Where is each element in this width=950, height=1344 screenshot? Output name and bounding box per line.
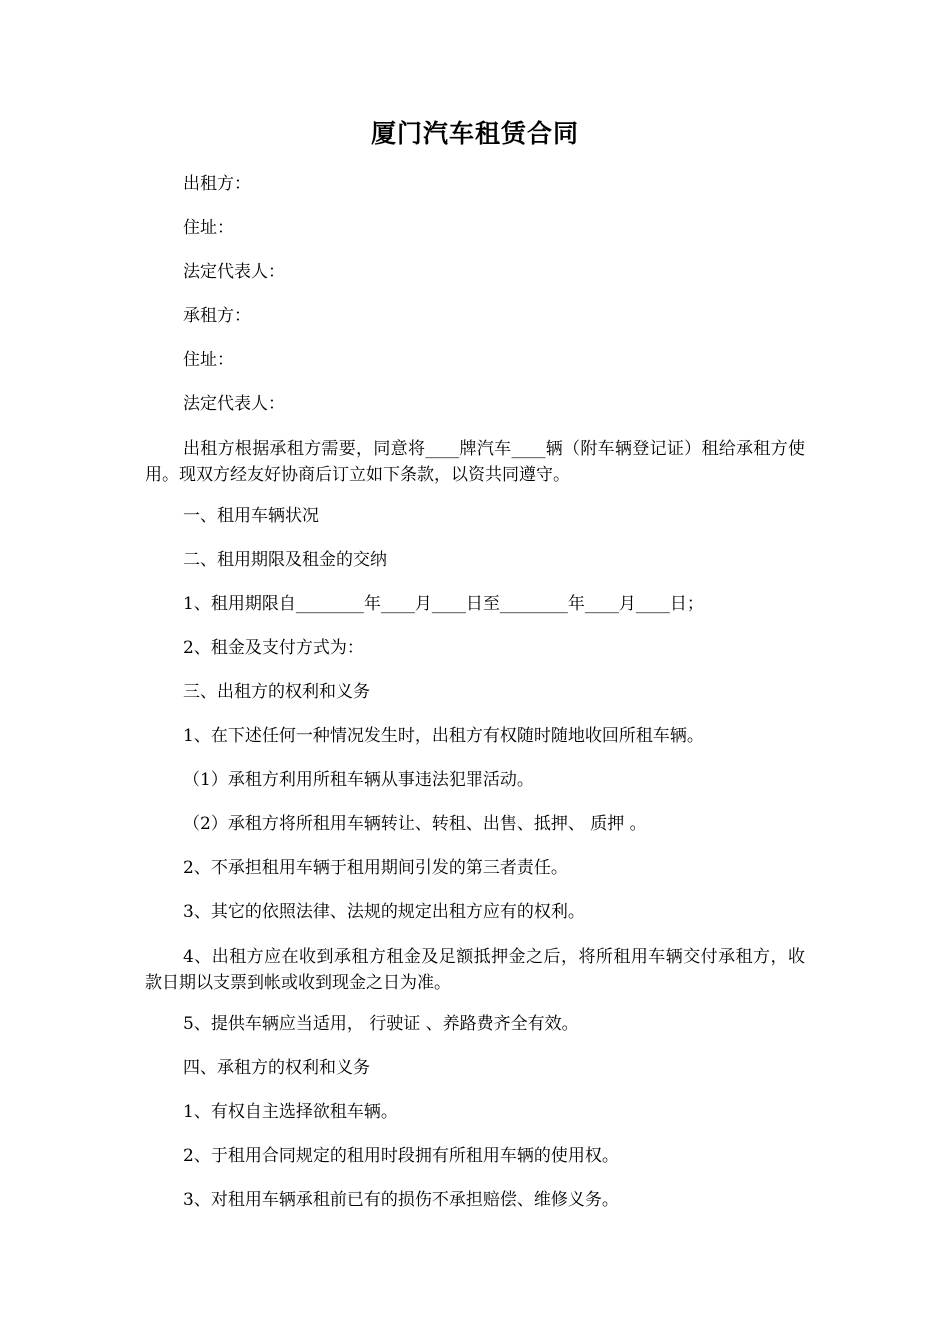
section-3-item-4: 4、出租方应在收到承租方租金及足额抵押金之后，将所租用车辆交付承租方，收款日期以支票到帐或收到现金之日为准。 — [145, 947, 805, 993]
lessee-label: 承租方： — [183, 306, 251, 326]
section-3-item-2: 2、不承担租用车辆于租用期间引发的第三者责任。 — [183, 858, 568, 878]
section-3-heading: 三、出租方的权利和义务 — [183, 682, 370, 702]
lessor-address-label: 住址： — [183, 218, 234, 238]
section-2-item-1: 1、租用期限自________年____月____日至________年____月____日； — [183, 594, 704, 614]
section-3-item-1: 1、在下述任何一种情况发生时，出租方有权随时随地收回所租车辆。 — [183, 726, 704, 746]
section-2-item-2: 2、租金及支付方式为： — [183, 638, 364, 658]
section-3-sub-1: （1）承租方利用所租车辆从事违法犯罪活动。 — [183, 770, 534, 790]
intro-paragraph: 出租方根据承租方需要，同意将____牌汽车____辆（附车辆登记证）租给承租方使用。现双方经友好协商后订立如下条款，以资共同遵守。 — [145, 439, 805, 485]
section-3-item-5: 5、提供车辆应当适用， 行驶证 、养路费齐全有效。 — [183, 1014, 579, 1034]
lessor-label: 出租方： — [183, 174, 251, 194]
section-4-heading: 四、承租方的权利和义务 — [183, 1058, 370, 1078]
lessor-representative-label: 法定代表人： — [183, 262, 285, 282]
lessee-representative-label: 法定代表人： — [183, 394, 285, 414]
section-2-heading: 二、租用期限及租金的交纳 — [183, 550, 387, 570]
section-3-sub-2: （2）承租方将所租用车辆转让、转租、出售、抵押、 质押 。 — [183, 814, 647, 834]
section-3-item-3: 3、其它的依照法律、法规的规定出租方应有的权利。 — [183, 902, 585, 922]
section-4-item-3: 3、对租用车辆承租前已有的损伤不承担赔偿、维修义务。 — [183, 1190, 619, 1210]
lessee-address-label: 住址： — [183, 350, 234, 370]
section-1-heading: 一、租用车辆状况 — [183, 506, 319, 526]
section-4-item-1: 1、有权自主选择欲租车辆。 — [183, 1102, 398, 1122]
section-4-item-2: 2、于租用合同规定的租用时段拥有所租用车辆的使用权。 — [183, 1146, 619, 1166]
document-title: 厦门汽车租赁合同 — [370, 119, 579, 148]
